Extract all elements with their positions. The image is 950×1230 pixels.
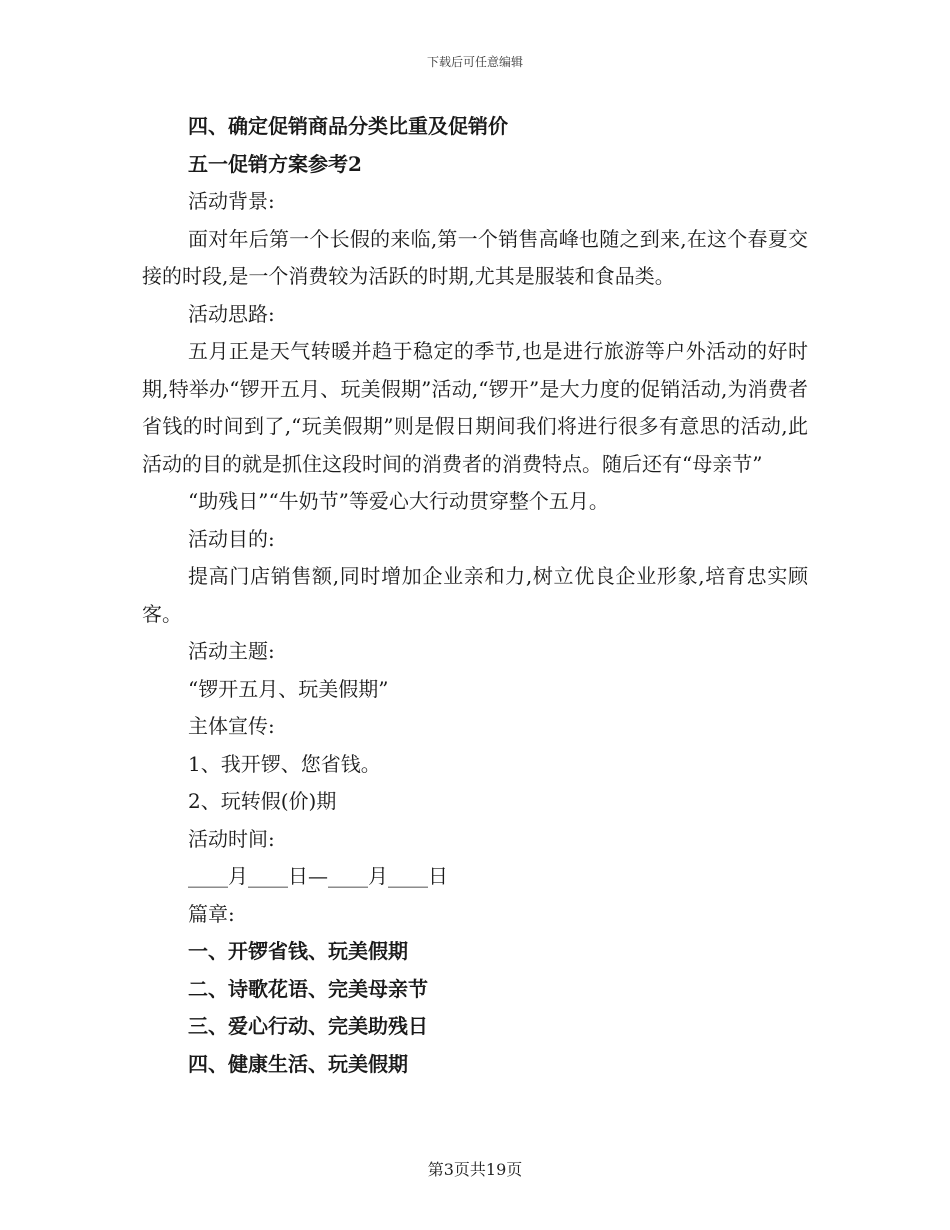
idea-text: 五月正是天气转暖并趋于稳定的季节,也是进行旅游等户外活动的好时期,特举办“锣开五月、玩美假期”活动,“锣开”是大力度的促销活动,为消费者省钱的时间到了,“玩美假期”则是假日期间我们将进行很多有意思的活动,此活动的目的就是抓住这段时间的消费者的消费特点。随后还有“母亲节” [142, 339, 808, 476]
promo-item-1: 1、我开锣、您省钱。 [188, 751, 381, 776]
chapter-item-4: 四、健康生活、玩美假期 [188, 1051, 408, 1076]
idea-label: 活动思路: [188, 301, 275, 326]
time-text: ____月____日—____月____日 [188, 864, 448, 888]
background-label: 活动背景: [188, 189, 275, 213]
chapter-item-3: 三、爱心行动、完美助残日 [188, 1014, 428, 1038]
heading-section-4: 四、确定促销商品分类比重及促销价 [188, 114, 508, 138]
theme-label: 活动主题: [188, 639, 275, 663]
section-title: 五一促销方案参考2 [188, 151, 362, 176]
header-note: 下载后可任意编辑 [426, 55, 523, 69]
purpose-label: 活动目的: [188, 526, 275, 551]
chapter-item-2: 二、诗歌花语、完美母亲节 [188, 976, 428, 1001]
document-body [142, 108, 808, 1083]
chapter-item-1: 一、开锣省钱、玩美假期 [188, 939, 408, 963]
idea-text-continued: “助残日”“牛奶节”等爱心大行动贯穿整个五月。 [188, 489, 609, 513]
promo-item-2: 2、玩转假(价)期 [188, 789, 337, 813]
page-number: 第3页共19页 [427, 1160, 523, 1179]
theme-text: “锣开五月、玩美假期” [188, 676, 389, 701]
background-text: 面对年后第一个长假的来临,第一个销售高峰也随之到来,在这个春夏交接的时段,是一个消费较为活跃的时期,尤其是服装和食品类。 [142, 226, 808, 288]
chapter-label: 篇章: [188, 901, 235, 926]
promo-label: 主体宣传: [188, 714, 275, 738]
purpose-text: 提高门店销售额,同时增加企业亲和力,树立优良企业形象,培育忠实顾客。 [142, 564, 808, 626]
time-label: 活动时间: [188, 826, 275, 851]
